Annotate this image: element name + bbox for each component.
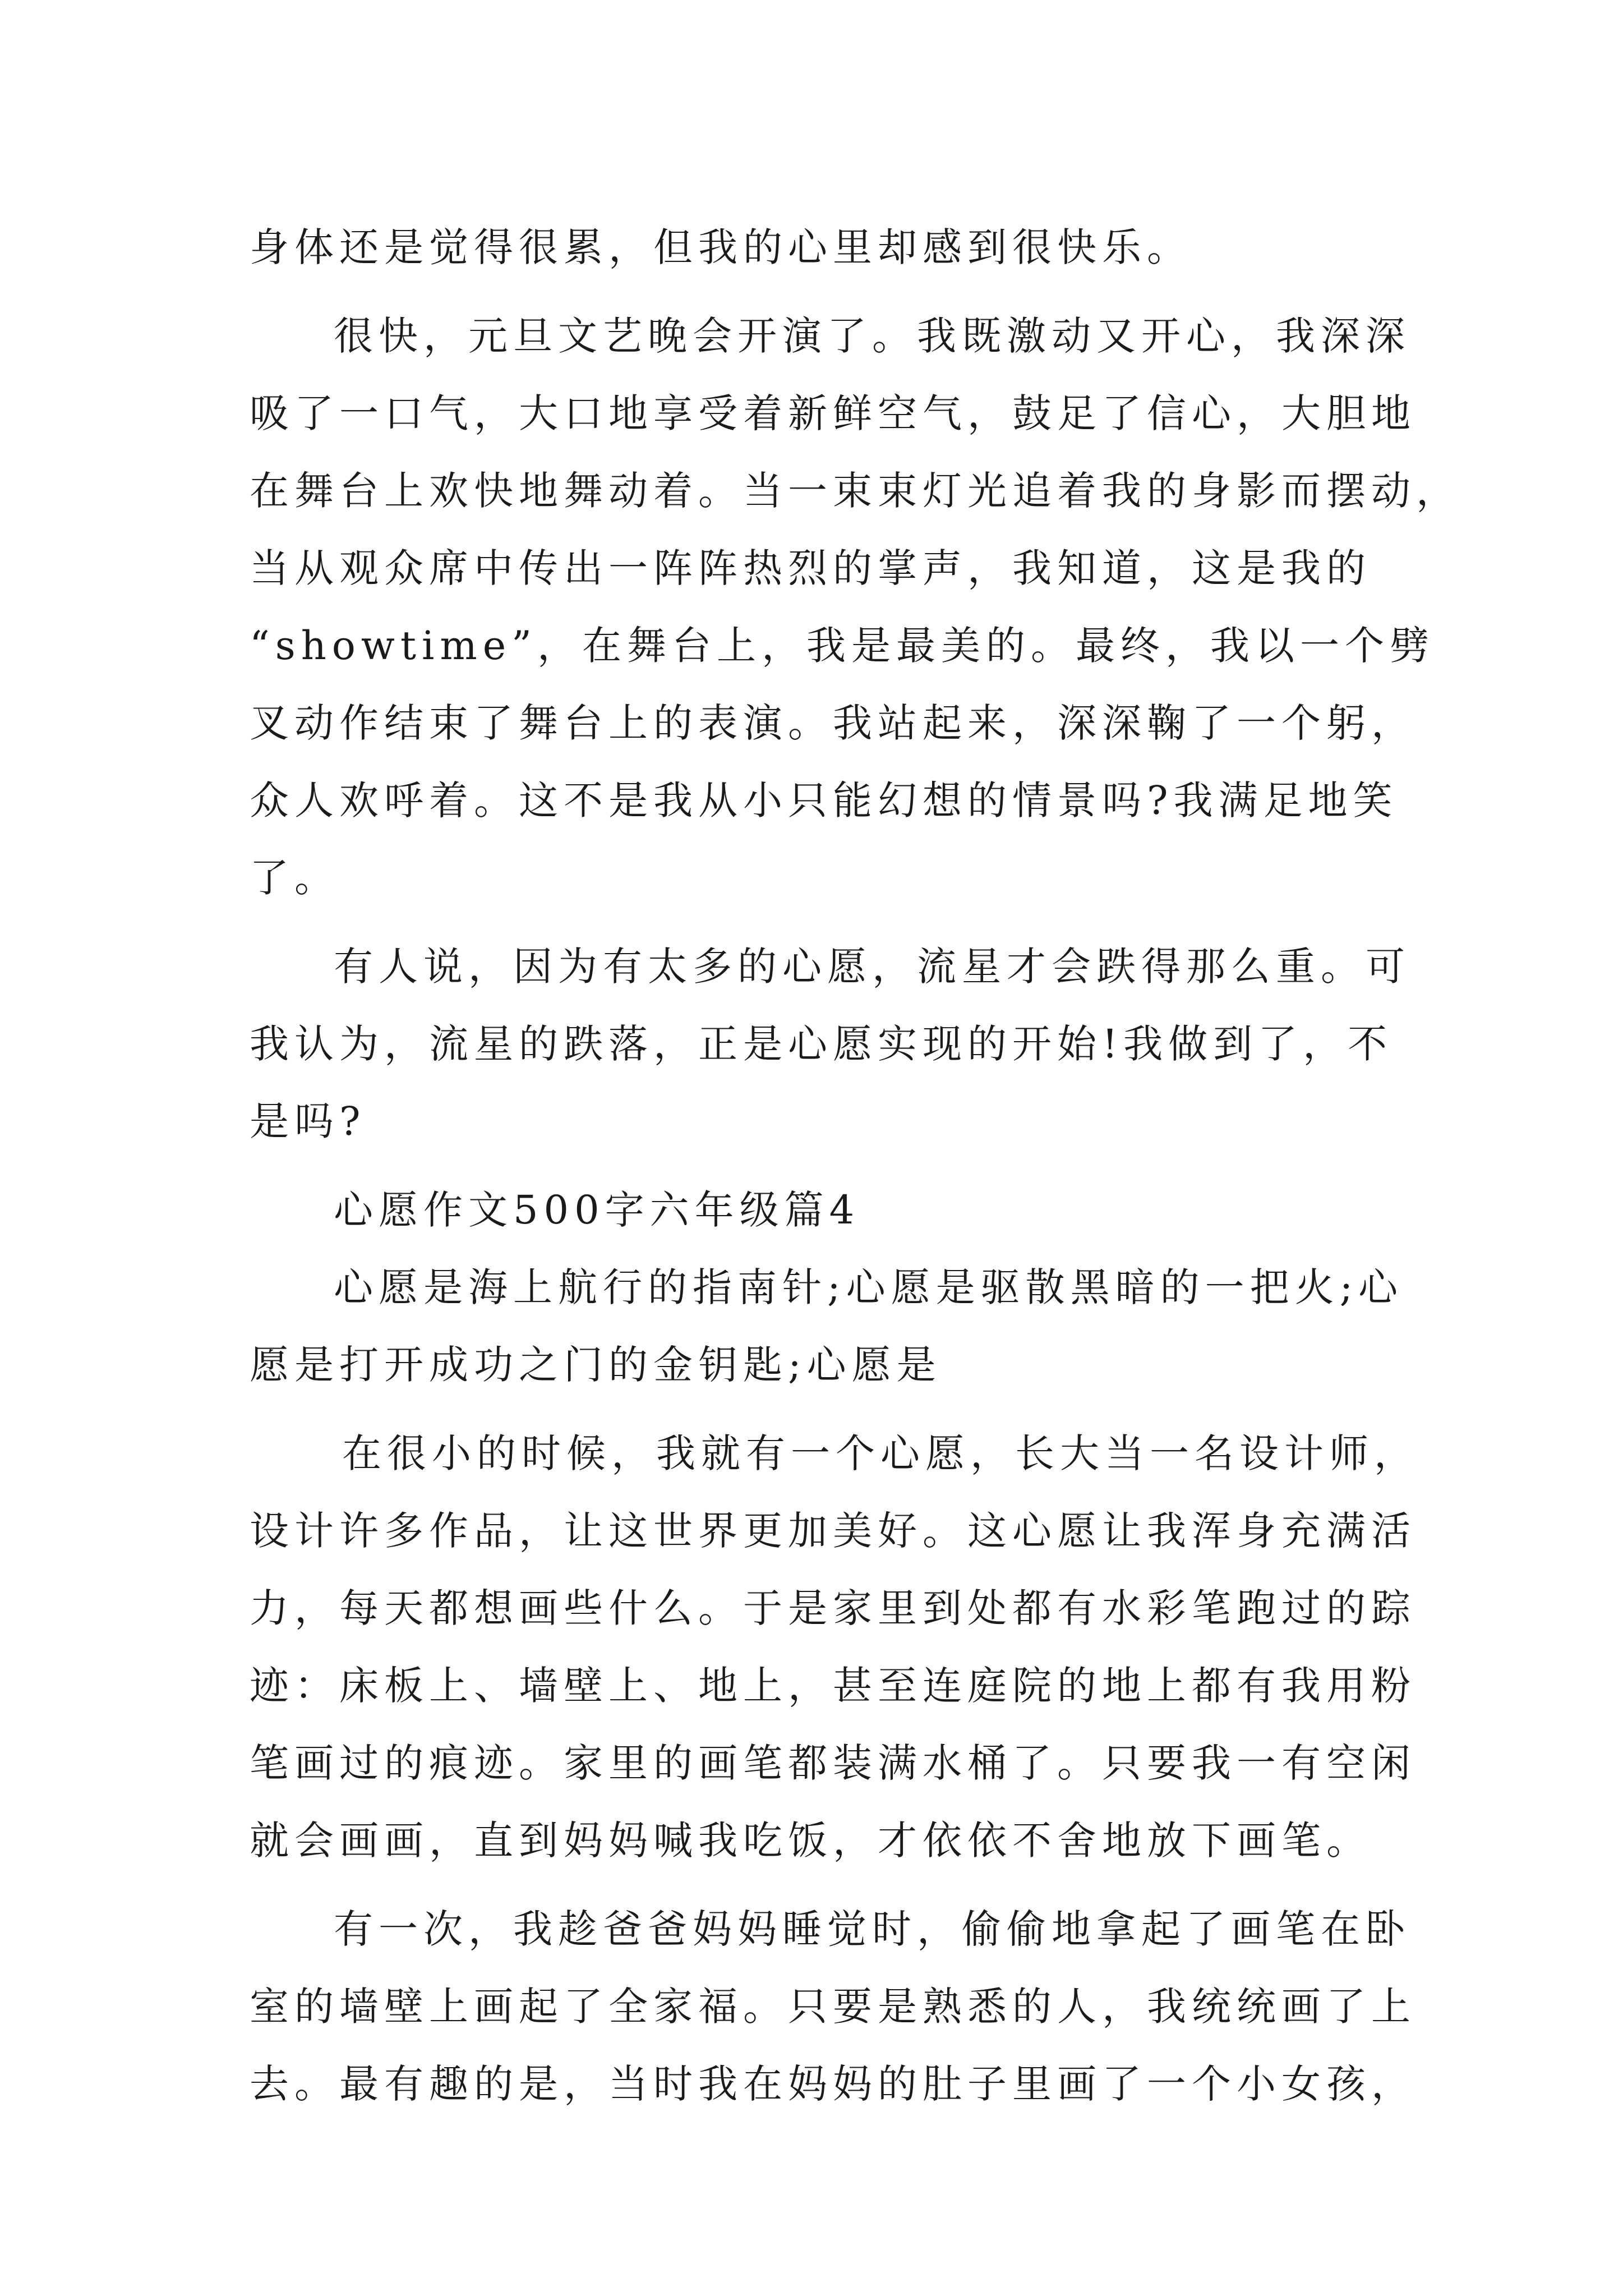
paragraph-performance (250, 297, 1461, 917)
text-line: 力，每天都想画些什么。于是家里到处都有水彩笔跑过的踪 (250, 1585, 1416, 1631)
text-line: “showtime”，在舞台上，我是最美的。最终，我以一个劈 (250, 623, 1435, 669)
paragraph-designer-wish (250, 1415, 1419, 1879)
text-line: 室的墙壁上画起了全家福。只要是熟悉的人，我统统画了上 (250, 1984, 1416, 2030)
text-line: 在很小的时候，我就有一个心愿，长大当一名设计师， (342, 1430, 1419, 1476)
article-body (250, 209, 1461, 2123)
paragraph-family-portrait (250, 1890, 1416, 2123)
text-line: 设计许多作品，让这世界更加美好。这心愿让我浑身充满活 (250, 1508, 1416, 1554)
paragraph-meteor (250, 928, 1410, 1160)
text-line: 有人说，因为有太多的心愿，流星才会跌得那么重。可 (334, 944, 1410, 990)
text-line: 身体还是觉得很累，但我的心里却感到很快乐。 (250, 224, 1192, 270)
text-line: 去。最有趣的是，当时我在妈妈的肚子里画了一个小女孩， (250, 2061, 1416, 2107)
text-line: 吸了一口气，大口地享受着新鲜空气，鼓足了信心，大胆地 (250, 390, 1416, 436)
text-line: 愿是打开成功之门的金钥匙;心愿是 (250, 1342, 942, 1388)
text-line: 就会画画，直到妈妈喊我吃饭，才依依不舍地放下画笔。 (250, 1818, 1371, 1864)
heading-text: 心愿作文500字六年级篇4 (334, 1187, 860, 1233)
text-line: 心愿是海上航行的指南针;心愿是驱散黑暗的一把火;心 (334, 1264, 1404, 1310)
text-line: 有一次，我趁爸爸妈妈睡觉时，偷偷地拿起了画笔在卧 (334, 1906, 1410, 1952)
text-line: 众人欢呼着。这不是我从小只能幻想的情景吗?我满足地笑 (250, 777, 1398, 823)
paragraph-continuation (250, 209, 1371, 286)
section-heading (250, 1171, 1371, 1249)
paragraph-wish-metaphor (250, 1249, 1404, 1404)
text-line: 是吗? (250, 1098, 366, 1144)
text-line: 很快，元旦文艺晚会开演了。我既激动又开心，我深深 (334, 313, 1410, 359)
text-line: 叉动作结束了舞台上的表演。我站起来，深深鞠了一个躬， (250, 700, 1416, 746)
text-line: 了。 (250, 855, 339, 901)
text-line: 迹：床板上、墙壁上、地上，甚至连庭院的地上都有我用粉 (250, 1663, 1416, 1709)
text-line: 在舞台上欢快地舞动着。当一束束灯光追着我的身影而摆动， (250, 468, 1461, 514)
text-line: 笔画过的痕迹。家里的画笔都装满水桶了。只要我一有空闲 (250, 1740, 1416, 1786)
text-line: 当从观众席中传出一阵阵热烈的掌声，我知道，这是我的 (250, 545, 1371, 591)
text-line: 我认为，流星的跌落，正是心愿实现的开始!我做到了，不 (250, 1021, 1393, 1067)
